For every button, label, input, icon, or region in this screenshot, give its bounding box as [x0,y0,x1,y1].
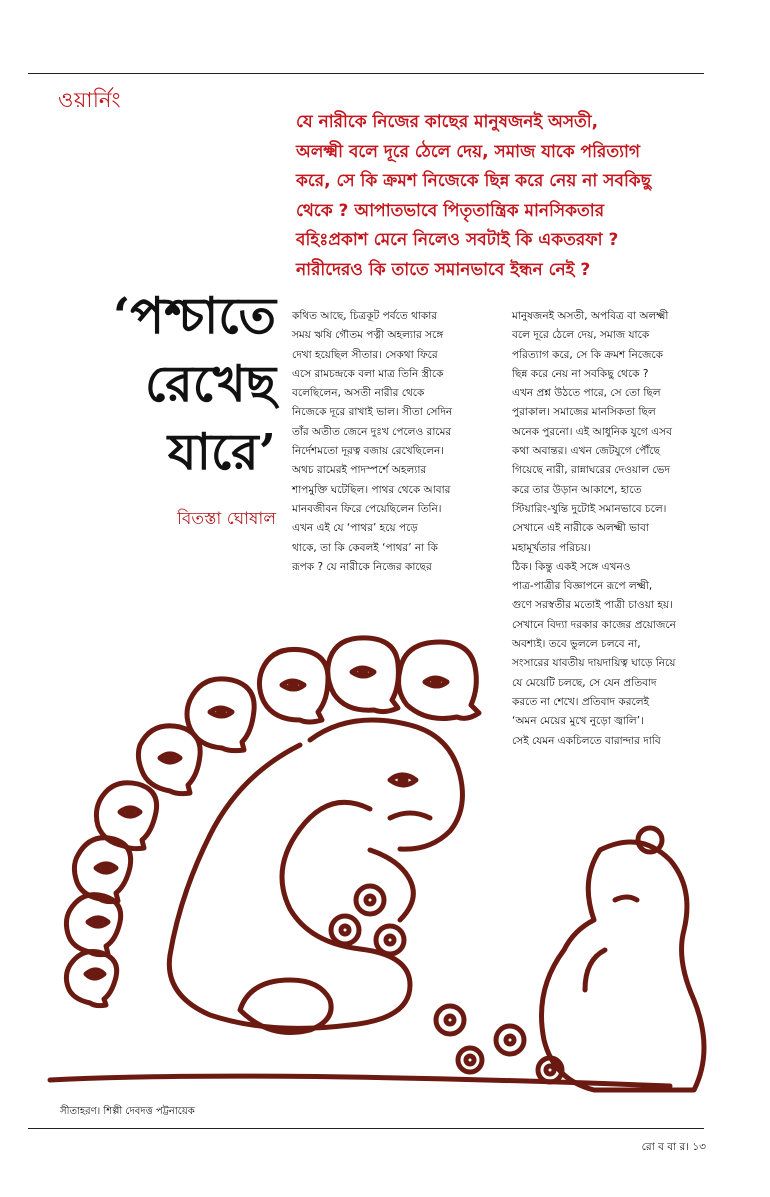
byline: বিতস্তা ঘোষাল [177,509,276,529]
deck-line: যে নারীকে নিজের কাছের মানুষজনই অসতী, [296,112,599,132]
illustration-sita-haran [30,600,730,1100]
body-line: কথা অবান্তর। এখন জেটযুগে পৌঁছে [512,445,660,458]
bottom-rule [28,1128,704,1129]
deck-line: থেকে ? আপাতভাবে পিতৃতান্ত্রিক মানসিকতার [296,200,605,221]
section-label: ওয়ার্নিং [58,88,121,112]
body-line: সংসারের যাবতীয় দায়দায়িত্ব ঘাড়ে নিয়ে [512,657,676,670]
body-line: মানবজীবন ফিরে পেয়েছিলেন তিনি। [292,502,442,515]
body-line: শাপমুক্তি ঘটেছিল। পাথর থেকে আবার [292,483,451,496]
body-line: এখন এই যে ‘পাথর’ হয়ে পড়ে [292,522,418,535]
body-line: যে মেয়েটি চলছে, সে যেন প্রতিবাদ [512,676,657,689]
body-line: স্টিয়ারিং-খুন্তি দুটোই সমানভাবে চলে। [512,502,667,515]
deck-line: নারীদেরও কি তাতে সমানভাবে ইন্ধন নেই ? [296,259,591,280]
ravana-body [169,720,462,1028]
body-line: এখন প্রশ্ন উঠতে পারে, সে তো ছিল [512,387,661,400]
body-line: সময় ঋষি গৌতম পত্নী অহল্যার সঙ্গে [292,329,444,342]
body-line: অবশ্যই। তবে ভুললে চলবে না, [512,638,641,651]
body-column-1 [292,307,498,577]
title-line: ‘পশ্চাতে [112,286,276,345]
body-line: পুরাকাল। সমাজের মানসিকতা ছিল [512,406,656,419]
body-line: দেখা হয়েছিল সীতার। সেকথা ফিরে [292,348,438,361]
body-line: করে তার উড়ান আকাশে, হাতে [512,483,642,496]
article-title [56,282,276,486]
body-line: মানুষজনই অসতী, অপবিত্র বা অলক্ষ্মী [512,310,669,322]
body-line: গুণে সরস্বতীর মতোই পাত্রী চাওয়া হয়। [512,599,673,612]
deck-line: করে, সে কি ক্রমশ নিজেকে ছিন্ন করে নেয় না সবকিছু [296,171,652,191]
body-line: নিজেকে দূরে রাখাই ভাল। সীতা সেদিন [292,406,453,419]
body-line: এসে রামচন্দ্রকে বলা মাত্র তিনি স্ত্রীকে [292,367,444,380]
body-line: সেখানে বিদ্যা দরকার কাজের প্রয়োজনে [512,618,676,631]
deck [296,108,708,285]
body-line: পাত্র-পাত্রীর বিজ্ঞাপনে রূপে লক্ষ্মী, [512,580,653,593]
body-line: তাঁর অতীত জেনে দুঃখ পেলেও রামের [292,425,452,438]
body-line: অথচ রামেরই পাদস্পর্শে অহল্যার [292,464,427,477]
image-caption: সীতাহরণ। শিল্পী দেবদত্ত পট্টনায়েক [60,1106,195,1117]
sita-figure [542,842,705,1090]
body-line: কথিত আছে, চিত্রকূট পর্বতে থাকার [292,310,438,322]
body-line: ছিন্ন করে নেয় না সবকিছু থেকে ? [512,367,649,380]
body-line: সেখানে এই নারীকে অলক্ষ্মী ভাবা [512,522,649,535]
body-line: সেই যেমন একচিলতে বারান্দার দাবি [512,734,661,747]
body-line: ঠিক। কিন্তু একই সঙ্গে এখনও [512,560,631,573]
title-line: রেখেছ [144,354,276,413]
body-line: থাকে, তা কি কেবলই ‘পাথর’ না কি [292,541,438,554]
top-rule [28,73,704,74]
body-line: বলেছিলেন, অসতী নারীর থেকে [292,387,425,400]
body-line: পরিত্যাগ করে, সে কি ক্রমশ নিজেকে [512,348,663,361]
body-line: ‘অমন মেয়ের মুখে নুড়ো জ্বালি’। [512,715,644,728]
body-line: নির্দেশমতো দূরত্ব বজায় রেখেছিলেন। [292,445,445,458]
body-line: রূপক ? যে নারীকে নিজের কাছের [292,560,432,573]
body-line: করতে না শেখে। প্রতিবাদ করলেই [512,695,649,708]
title-line: যারে’ [167,422,276,481]
body-line: বলে দূরে ঠেলে দেয়, সমাজ যাকে [512,329,650,342]
body-line: গিয়েছে নারী, রান্নাঘরের দেওয়াল ভেদ [512,464,670,477]
page-folio: রো ব বা র। ১৩ [641,1141,706,1153]
body-line: অনেক পুরনো। এই আধুনিক যুগে এসব [512,425,672,438]
deck-line: বহিঃপ্রকাশ মেনে নিলেও সবটাই কি একতরফা ? [296,230,619,250]
flower-group [331,886,562,1082]
deck-line: অলক্ষ্মী বলে দূরে ঠেলে দেয়, সমাজ যাকে পরিত্যাগ [296,141,641,162]
body-line: মহামূর্খতার পরিচয়। [512,541,591,554]
